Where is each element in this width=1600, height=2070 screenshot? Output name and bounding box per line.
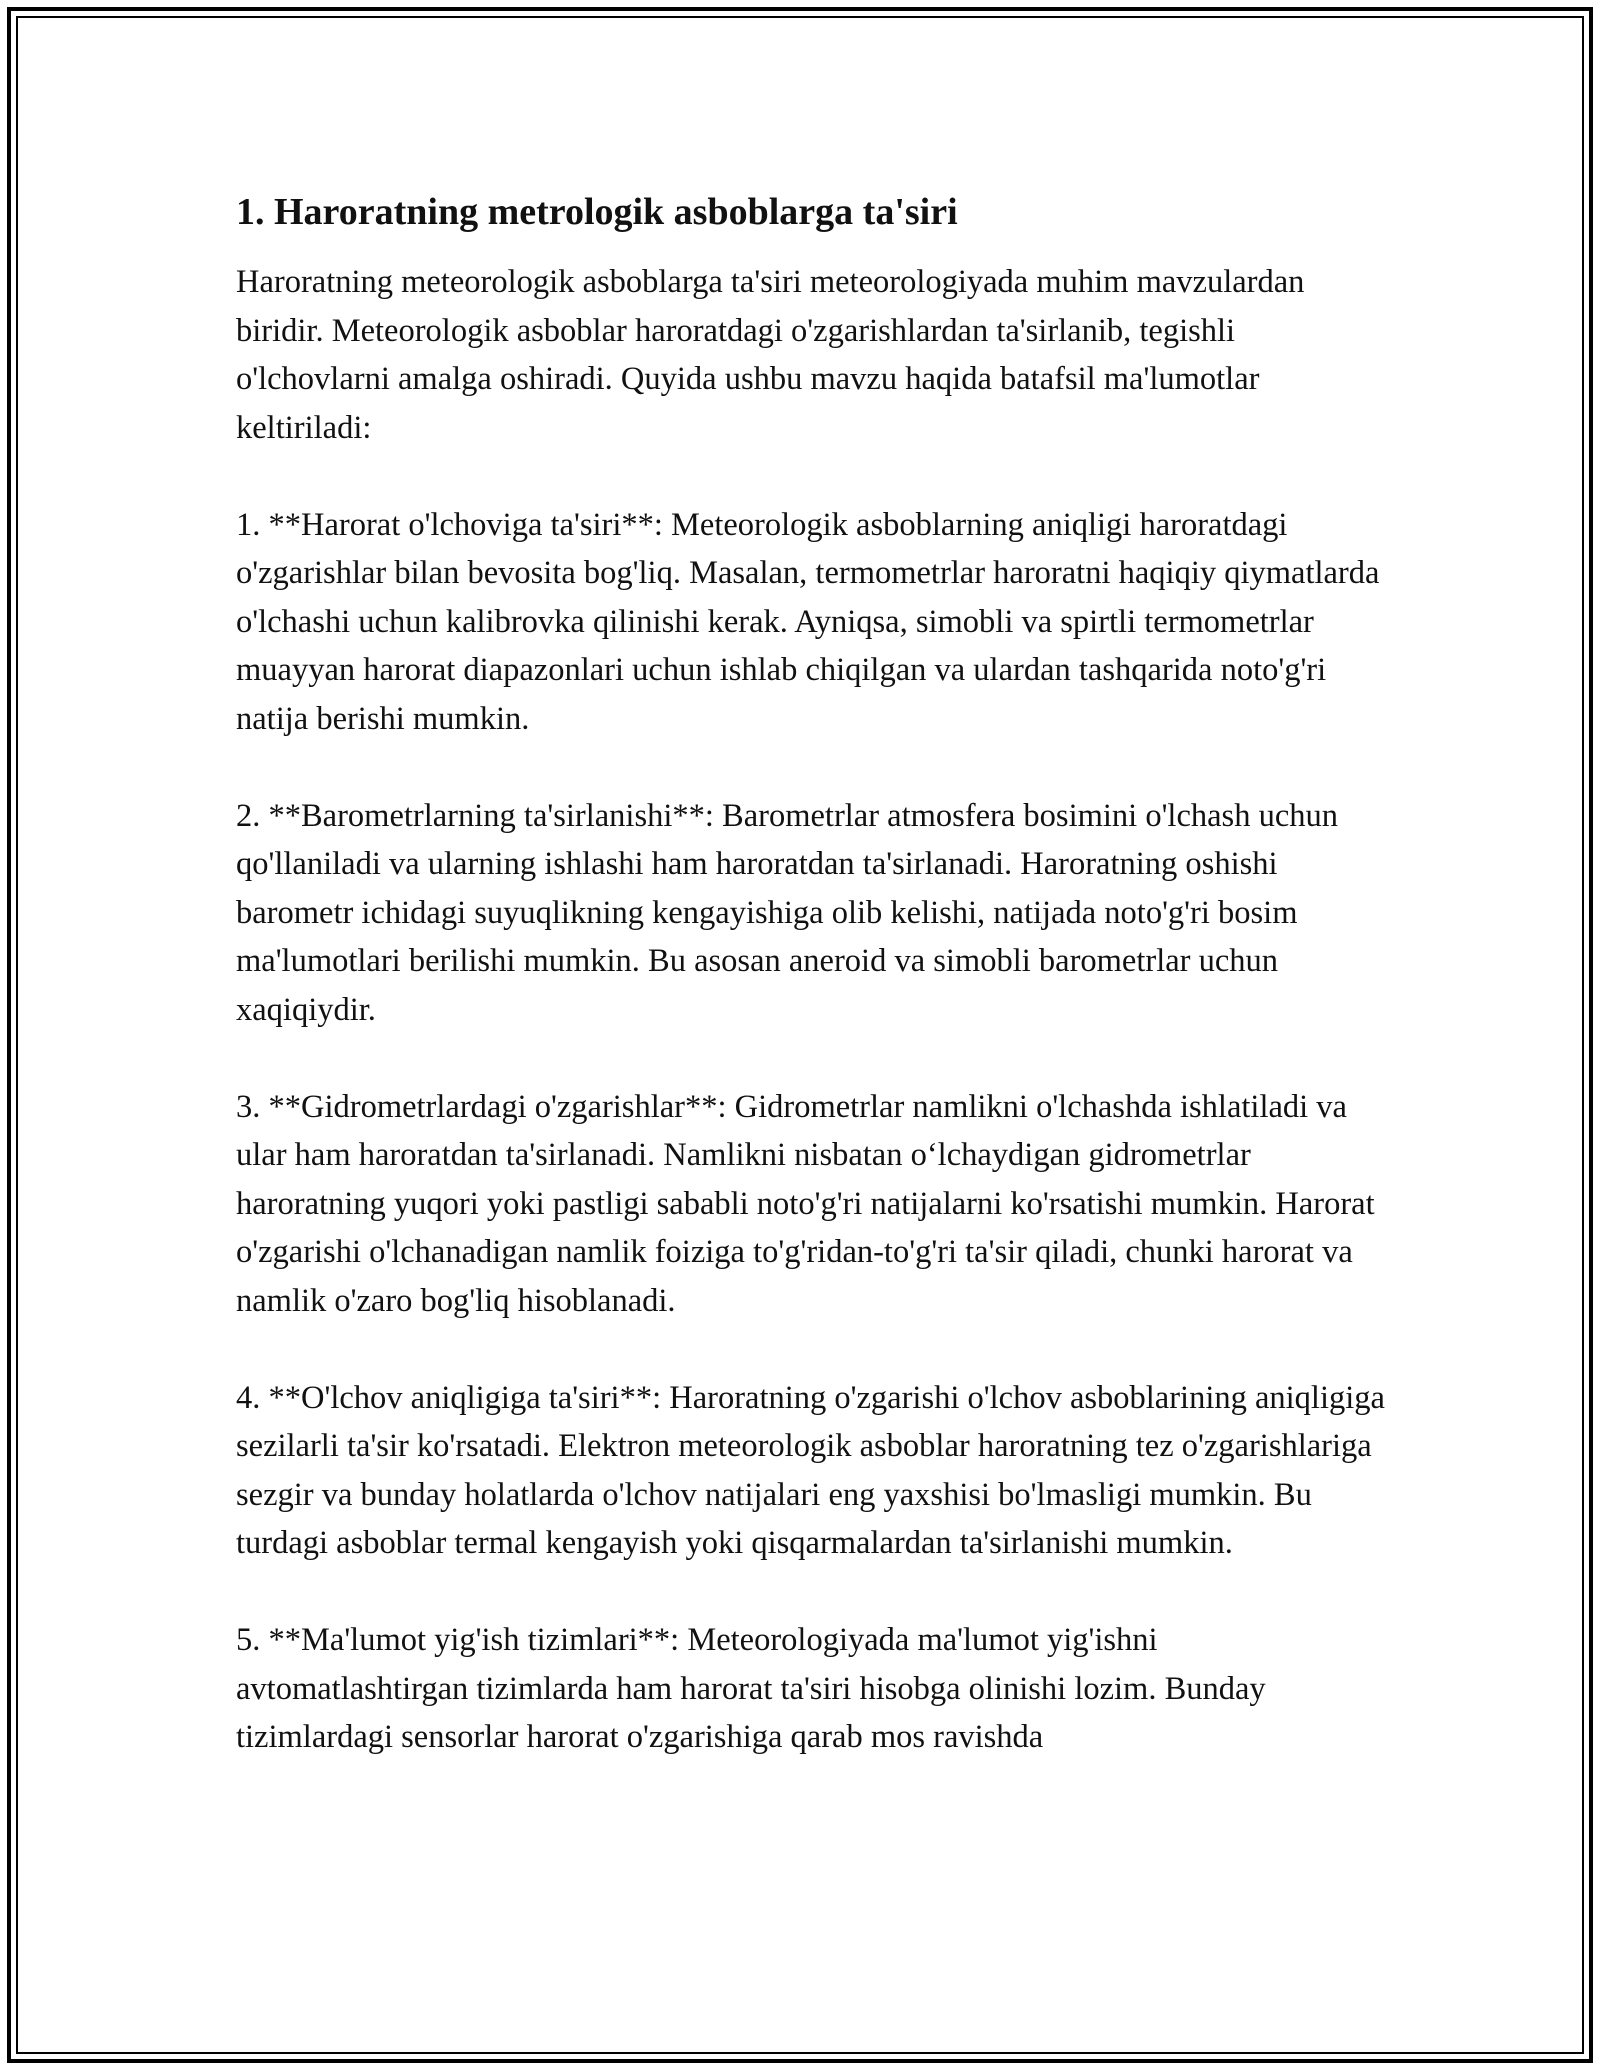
- paragraph-temperature-measurement: 1. **Harorat o'lchoviga ta'siri**: Meteorologik asboblarning aniqligi haroratdagi o'zgarishlar bilan bevosita bog'liq. Masalan, termometrlar haroratni haqiqiy qiymatlarda o'lchashi uchun kalibrovka qilinishi kerak. Ayniqsa, simobli va spirtli termometrlar muayyan harorat diapazonlari uchun ishlab chiqilgan va ulardan tashqarida noto'g'ri natija berishi mumkin.: [236, 506, 1380, 737]
- document-title: 1. Haroratning metrologik asboblarga ta'siri: [236, 191, 958, 233]
- paragraph-barometers: 2. **Barometrlarning ta'sirlanishi**: Barometrlar atmosfera bosimini o'lchash uchun qo'llaniladi va ularning ishlashi ham haroratdan ta'sirlanadi. Haroratning oshishi barometr ichidagi suyuqlikning kengayishiga olib kelishi, natijada noto'g'ri bosim ma'lumotlari berilishi mumkin. Bu asosan aneroid va simobli barometrlar uchun xaqiqiydir.: [236, 797, 1339, 1028]
- intro-paragraph: Haroratning meteorologik asboblarga ta'siri meteorologiyada muhim mavzulardan biridir. Meteorologik asboblar haroratdagi o'zgarishlardan ta'sirlanib, tegishli o'lchovlarni amalga oshiradi. Quyida ushbu mavzu haqida batafsil ma'lumotlar keltiriladi:: [236, 264, 1305, 446]
- paragraph-hygrometers: 3. **Gidrometrlardagi o'zgarishlar**: Gidrometrlar namlikni o'lchashda ishlatiladi va ular ham haroratdan ta'sirlanadi. Namlikni nisbatan o‘lchaydigan gidrometrlar haroratning yuqori yoki pastligi sababli noto'g'ri natijalarni ko'rsatishi mumkin. Harorat o'zgarishi o'lchanadigan namlik foiziga to'g'ridan-to'g'ri ta'sir qiladi, chunki harorat va namlik o'zaro bog'liq hisoblanadi.: [236, 1088, 1375, 1319]
- paragraph-data-collection: 5. **Ma'lumot yig'ish tizimlari**: Meteorologiyada ma'lumot yig'ishni avtomatlashtirgan tizimlarda ham harorat ta'siri hisobga olinishi lozim. Bunday tizimlardagi sensorlar harorat o'zgarishiga qarab mos ravishda: [236, 1622, 1266, 1755]
- paragraph-measurement-accuracy: 4. **O'lchov aniqligiga ta'siri**: Haroratning o'zgarishi o'lchov asboblarining aniqligiga sezilarli ta'sir ko'rsatadi. Elektron meteorologik asboblar haroratning tez o'zgarishlariga sezgir va bunday holatlarda o'lchov natijalari eng yaxshisi bo'lmasligi mumkin. Bu turdagi asboblar termal kengayish yoki qisqarmalardan ta'sirlanishi mumkin.: [236, 1379, 1385, 1561]
- document-body: [236, 186, 1386, 1810]
